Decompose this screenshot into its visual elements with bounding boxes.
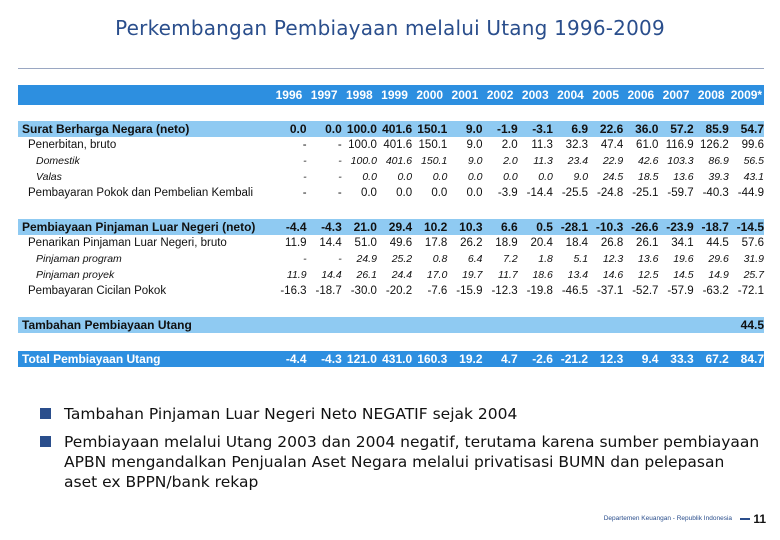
table-cell: 54.7 bbox=[740, 122, 764, 136]
table-cell: 19.7 bbox=[462, 269, 483, 281]
year-header-cell: 2003 bbox=[521, 88, 549, 102]
table-cell: 18.6 bbox=[532, 269, 553, 281]
table-cell: 13.4 bbox=[567, 269, 589, 281]
table-cell: 0.0 bbox=[396, 187, 413, 199]
table-cell: 19.2 bbox=[459, 352, 483, 366]
table-row bbox=[18, 153, 764, 169]
table-cell: 2.0 bbox=[503, 155, 518, 167]
row-label: Pinjaman proyek bbox=[36, 269, 115, 281]
row-label: Valas bbox=[36, 171, 62, 183]
table-cell: 9.0 bbox=[466, 139, 483, 151]
table-cell: -1.9 bbox=[497, 122, 518, 136]
table-cell: 0.0 bbox=[397, 171, 413, 183]
table-cell: 14.4 bbox=[319, 237, 342, 249]
table-cell: 25.2 bbox=[391, 253, 413, 265]
year-header-cell: 2002 bbox=[486, 88, 514, 102]
table-cell: 0.0 bbox=[360, 187, 377, 199]
table-cell: 12.3 bbox=[602, 253, 624, 265]
table-cell bbox=[483, 318, 518, 332]
table-cell: -30.0 bbox=[350, 285, 377, 297]
table-cell: 11.3 bbox=[531, 139, 553, 151]
table-cell: 100.0 bbox=[350, 155, 377, 167]
table-cell: 4.7 bbox=[501, 352, 518, 366]
table-cell: 0.0 bbox=[289, 122, 307, 136]
table-cell: 85.9 bbox=[705, 122, 729, 136]
table-cell: 12.5 bbox=[638, 269, 659, 281]
row-values bbox=[271, 155, 764, 167]
table-cell: -14.5 bbox=[736, 220, 764, 234]
table-cell bbox=[377, 318, 412, 332]
table-cell: 13.6 bbox=[673, 171, 694, 183]
table-cell: -10.3 bbox=[595, 220, 624, 234]
table-cell: 11.9 bbox=[286, 269, 307, 281]
table-cell: 0.0 bbox=[503, 171, 518, 183]
table-cell: 9.4 bbox=[641, 352, 659, 366]
table-cell: - bbox=[338, 171, 342, 183]
table-cell: 11.7 bbox=[498, 269, 518, 281]
table-cell bbox=[307, 318, 342, 332]
table-cell: 431.0 bbox=[382, 352, 413, 366]
table-cell: 42.6 bbox=[638, 155, 659, 167]
table-cell: 51.0 bbox=[354, 237, 377, 249]
table-cell: 21.0 bbox=[353, 220, 377, 234]
row-values bbox=[271, 187, 764, 199]
table-cell: -25.5 bbox=[561, 187, 589, 199]
bullet-item bbox=[40, 432, 760, 492]
table-cell: - bbox=[338, 253, 342, 265]
table-cell: 18.4 bbox=[565, 237, 589, 249]
table-cell: 24.4 bbox=[391, 269, 413, 281]
table-cell: 25.7 bbox=[743, 269, 764, 281]
table-cell: 26.1 bbox=[636, 237, 659, 249]
table-cell: -2.6 bbox=[532, 352, 553, 366]
bullet-list bbox=[40, 404, 760, 492]
table-cell: 14.6 bbox=[602, 269, 624, 281]
table-cell bbox=[588, 318, 623, 332]
footer-text: Departemen Keuangan - Republik Indonesia bbox=[603, 515, 732, 522]
bullet-item bbox=[40, 404, 760, 424]
row-label: Domestik bbox=[36, 155, 80, 167]
table-cell: 36.0 bbox=[635, 122, 659, 136]
table-cell: 6.6 bbox=[501, 220, 518, 234]
table-cell bbox=[658, 318, 693, 332]
table-cell: 5.1 bbox=[573, 253, 589, 265]
table-cell: 150.1 bbox=[418, 139, 448, 151]
table-cell: 56.5 bbox=[743, 155, 764, 167]
row-values bbox=[271, 220, 764, 234]
table-cell: -18.7 bbox=[701, 220, 729, 234]
table-cell bbox=[623, 318, 658, 332]
table-cell: 0.0 bbox=[467, 171, 483, 183]
table-cell: 9.0 bbox=[465, 122, 483, 136]
table-cell: -44.9 bbox=[737, 187, 764, 199]
table-cell: - bbox=[303, 171, 307, 183]
table-cell: 10.3 bbox=[459, 220, 483, 234]
table-cell: 22.9 bbox=[602, 155, 624, 167]
table-cell: -52.7 bbox=[632, 285, 659, 297]
year-header-cell: 2000 bbox=[416, 88, 444, 102]
table-row bbox=[18, 121, 764, 137]
table-header-row bbox=[18, 85, 764, 105]
table-cell: -40.3 bbox=[702, 187, 729, 199]
year-header-cell: 1997 bbox=[310, 88, 338, 102]
table-row bbox=[18, 283, 764, 299]
table-cell: 86.9 bbox=[708, 155, 729, 167]
table-cell: 0.8 bbox=[432, 253, 448, 265]
table-cell: 0.0 bbox=[538, 171, 553, 183]
table-cell: 100.0 bbox=[346, 122, 377, 136]
table-cell: 6.4 bbox=[467, 253, 483, 265]
table-cell: 11.3 bbox=[533, 155, 553, 167]
table-cell: 26.1 bbox=[356, 269, 377, 281]
table-cell: 0.0 bbox=[431, 187, 448, 199]
slide-title: Perkembangan Pembiayaan melalui Utang 1996-2009 bbox=[115, 16, 665, 40]
row-values bbox=[271, 237, 764, 249]
title-divider bbox=[18, 68, 764, 69]
row-values bbox=[271, 253, 764, 265]
table-cell: 116.9 bbox=[665, 139, 694, 151]
year-header-cells bbox=[271, 88, 764, 102]
table-cell: 29.6 bbox=[708, 253, 729, 265]
table-row bbox=[18, 251, 764, 267]
year-header-cell: 2007 bbox=[662, 88, 690, 102]
page-number: 11 bbox=[753, 512, 766, 526]
table-cell: 39.3 bbox=[708, 171, 729, 183]
table-cell: -24.8 bbox=[597, 187, 624, 199]
bullet-square-icon bbox=[40, 436, 51, 447]
table-cell: 26.2 bbox=[460, 237, 483, 249]
table-cell: - bbox=[303, 253, 307, 265]
table-cell: 9.0 bbox=[573, 171, 589, 183]
table-cell: 0.0 bbox=[432, 171, 448, 183]
table-cell: 44.5 bbox=[740, 318, 764, 332]
row-values bbox=[271, 285, 764, 297]
row-label: Pinjaman program bbox=[36, 253, 122, 265]
table-cell: - bbox=[302, 187, 307, 199]
year-header-cell: 2001 bbox=[451, 88, 479, 102]
table-cell: 23.4 bbox=[567, 155, 589, 167]
table-cell: 103.3 bbox=[667, 155, 694, 167]
row-label: Total Pembiayaan Utang bbox=[22, 352, 161, 366]
table-cell: 84.7 bbox=[740, 352, 764, 366]
table-cell: 99.6 bbox=[741, 139, 764, 151]
year-header-cell: 2006 bbox=[627, 88, 655, 102]
year-header-cell: 2005 bbox=[592, 88, 619, 102]
table-cell: -72.1 bbox=[737, 285, 764, 297]
table-cell: 401.6 bbox=[382, 122, 413, 136]
table-cell: 401.6 bbox=[383, 139, 413, 151]
row-label: Pembayaran Cicilan Pokok bbox=[28, 285, 167, 297]
table-cell: 14.9 bbox=[708, 269, 729, 281]
table-cell: -18.7 bbox=[315, 285, 342, 297]
table-cell: 11.9 bbox=[285, 237, 307, 249]
table-cell: 121.0 bbox=[346, 352, 377, 366]
table-cell: -59.7 bbox=[667, 187, 694, 199]
table-cell bbox=[412, 318, 447, 332]
year-header-cell: 2008 bbox=[697, 88, 725, 102]
row-label: Surat Berharga Negara (neto) bbox=[22, 122, 190, 136]
table-cell: 2.0 bbox=[501, 139, 518, 151]
table-row bbox=[18, 219, 764, 235]
table-cell: 31.9 bbox=[743, 253, 764, 265]
table-cell: 44.5 bbox=[706, 237, 729, 249]
table-cell: 61.0 bbox=[636, 139, 659, 151]
row-label: Pembayaran Pokok dan Pembelian Kembali bbox=[28, 187, 254, 199]
row-values bbox=[271, 171, 764, 183]
table-cell: -63.2 bbox=[702, 285, 729, 297]
table-cell bbox=[271, 318, 306, 332]
table-cell: 17.8 bbox=[424, 237, 448, 249]
table-cell: 32.3 bbox=[565, 139, 589, 151]
row-label: Tambahan Pembiayaan Utang bbox=[22, 318, 192, 332]
year-header-cell: 1999 bbox=[381, 88, 408, 102]
year-header-cell: 2009* bbox=[730, 88, 763, 102]
row-values bbox=[271, 318, 764, 332]
table-cell: 24.5 bbox=[602, 171, 624, 183]
table-cell: 57.6 bbox=[741, 237, 764, 249]
table-cell bbox=[342, 318, 377, 332]
table-cell: -28.1 bbox=[560, 220, 589, 234]
table-cell: 18.5 bbox=[638, 171, 659, 183]
table-cell: -37.1 bbox=[597, 285, 624, 297]
table-cell: -23.9 bbox=[666, 220, 694, 234]
year-header-cell: 1996 bbox=[275, 88, 303, 102]
table-cell: 13.6 bbox=[638, 253, 659, 265]
year-header-cell: 2004 bbox=[557, 88, 584, 102]
table-cell: -14.4 bbox=[526, 187, 553, 199]
table-cell: 150.1 bbox=[417, 122, 448, 136]
table-cell: - bbox=[338, 155, 342, 167]
row-values bbox=[271, 269, 764, 281]
row-label: Penarikan Pinjaman Luar Negeri, bruto bbox=[28, 237, 227, 249]
table-cell: 160.3 bbox=[417, 352, 448, 366]
table-cell: 33.3 bbox=[670, 352, 694, 366]
table-cell: 26.8 bbox=[600, 237, 624, 249]
table-cell: -7.6 bbox=[427, 285, 448, 297]
table-row bbox=[18, 267, 764, 283]
table-cell: -19.8 bbox=[526, 285, 553, 297]
table-cell: -4.4 bbox=[285, 352, 307, 366]
table-row bbox=[18, 169, 764, 185]
table-cell: 34.1 bbox=[671, 237, 694, 249]
bullet-text: Pembiayaan melalui Utang 2003 dan 2004 negatif, terutama karena sumber pembiayaan APBN mengandalkan Penjualan Aset Negara melalui privatisasi BUMN dan pelepasan aset ex BPPN/bank rekap bbox=[64, 433, 760, 491]
table-cell: -16.3 bbox=[280, 285, 307, 297]
table-row bbox=[18, 185, 764, 201]
table-cell: - bbox=[303, 155, 307, 167]
table-cell: 6.9 bbox=[571, 122, 589, 136]
table-cell: - bbox=[337, 139, 342, 151]
table-cell: -26.6 bbox=[631, 220, 659, 234]
table-cell: -3.9 bbox=[497, 187, 518, 199]
year-header-cell: 1998 bbox=[345, 88, 373, 102]
table-row bbox=[18, 317, 764, 333]
table-row bbox=[18, 137, 764, 153]
table-cell: 24.9 bbox=[356, 253, 377, 265]
table-cell: 20.4 bbox=[530, 237, 553, 249]
table-cell: 49.6 bbox=[389, 237, 413, 249]
table-cell: 22.6 bbox=[599, 122, 624, 136]
table-cell: - bbox=[302, 139, 307, 151]
row-values bbox=[271, 139, 764, 151]
table-cell: 9.0 bbox=[467, 155, 483, 167]
table-cell: -12.3 bbox=[491, 285, 518, 297]
table-cell: -21.2 bbox=[560, 352, 589, 366]
table-cell bbox=[553, 318, 588, 332]
table-cell: -57.9 bbox=[667, 285, 694, 297]
table-cell: 7.2 bbox=[503, 253, 518, 265]
table-cell: 401.6 bbox=[385, 155, 413, 167]
footer-divider bbox=[740, 518, 750, 520]
table-cell: -4.3 bbox=[321, 352, 342, 366]
table-cell: 0.0 bbox=[466, 187, 483, 199]
table-cell: -3.1 bbox=[532, 122, 553, 136]
table-cell: 14.4 bbox=[321, 269, 342, 281]
bullet-text: Tambahan Pinjaman Luar Negeri Neto NEGATIF sejak 2004 bbox=[64, 405, 518, 423]
table-row bbox=[18, 235, 764, 251]
table-cell: -4.4 bbox=[285, 220, 307, 234]
table-cell bbox=[694, 318, 729, 332]
table-cell: -15.9 bbox=[456, 285, 483, 297]
table-row bbox=[18, 351, 764, 367]
table-cell: 150.1 bbox=[421, 155, 448, 167]
table-cell: -4.3 bbox=[321, 220, 342, 234]
table-cell: 0.0 bbox=[362, 171, 377, 183]
table-cell: 1.8 bbox=[538, 253, 553, 265]
row-label: Penerbitan, bruto bbox=[28, 139, 117, 151]
row-values bbox=[271, 122, 764, 136]
table-cell: 10.2 bbox=[423, 220, 448, 234]
table-cell: 18.9 bbox=[495, 237, 518, 249]
row-label: Pembiayaan Pinjaman Luar Negeri (neto) bbox=[22, 220, 256, 234]
table-cell: 17.0 bbox=[426, 269, 448, 281]
table-cell: 57.2 bbox=[670, 122, 694, 136]
table-cell: 29.4 bbox=[388, 220, 413, 234]
table-cell: 12.3 bbox=[599, 352, 624, 366]
table-cell bbox=[518, 318, 553, 332]
table-cell: 43.1 bbox=[743, 171, 764, 183]
table-cell: 100.0 bbox=[348, 139, 377, 151]
table-cell: 126.2 bbox=[700, 139, 729, 151]
table-cell bbox=[447, 318, 482, 332]
table-cell: 47.4 bbox=[600, 139, 624, 151]
table-cell: -25.1 bbox=[632, 187, 659, 199]
table-cell: 14.5 bbox=[673, 269, 694, 281]
table-cell: -46.5 bbox=[561, 285, 589, 297]
table-cell: 67.2 bbox=[705, 352, 729, 366]
table-cell: 19.6 bbox=[673, 253, 694, 265]
table-cell: - bbox=[337, 187, 342, 199]
table-cell: 0.5 bbox=[536, 220, 553, 234]
row-values bbox=[271, 352, 764, 366]
table-cell: -20.2 bbox=[385, 285, 413, 297]
bullet-square-icon bbox=[40, 408, 51, 419]
table-cell: 0.0 bbox=[325, 122, 342, 136]
